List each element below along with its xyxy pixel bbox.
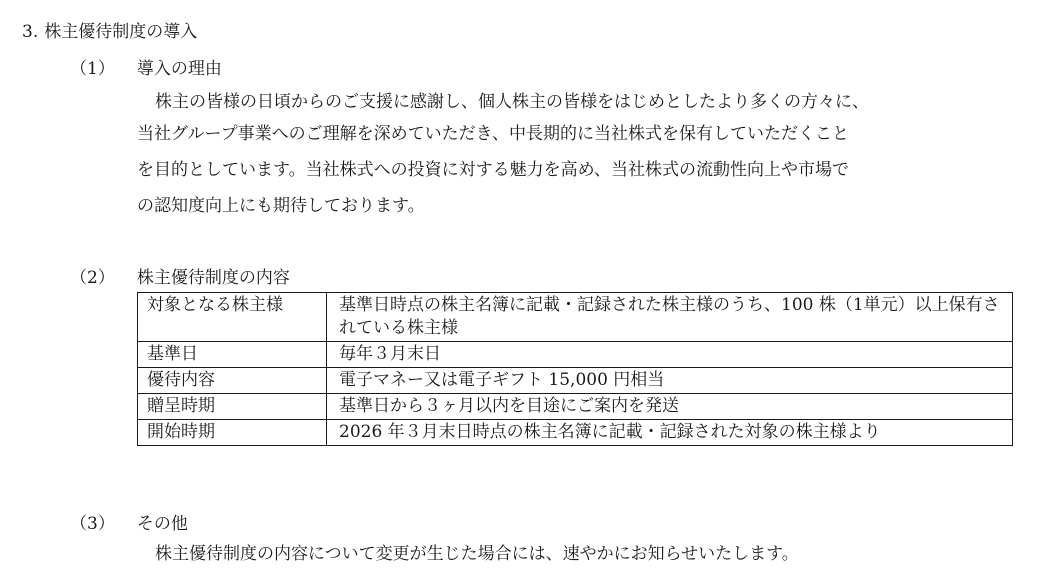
subsection-title: 株主優待制度の内容 — [136, 268, 290, 288]
row-label: 基準日 — [138, 342, 327, 368]
subsection-title: その他 — [136, 514, 188, 534]
reason-paragraph-line: 当社グループ事業へのご理解を深めていただき、中長期的に当社株式を保有していただくこと — [137, 124, 849, 144]
table-row — [138, 342, 1013, 368]
other-paragraph: 株主優待制度の内容について変更が生じた場合には、速やかにお知らせいたします。 — [155, 544, 799, 564]
subsection-heading-other — [70, 509, 188, 534]
row-label: 優待内容 — [138, 368, 327, 394]
row-value: 基準日時点の株主名簿に記載・記録された株主様のうち、100 株（1単元）以上保有されている株主様 — [327, 293, 1013, 342]
table-row — [138, 394, 1013, 420]
reason-paragraph-line: 株主の皆様の日頃からのご支援に感謝し、個人株主の皆様をはじめとしたより多くの方々に、 — [155, 92, 869, 112]
row-value: 電子マネー又は電子ギフト 15,000 円相当 — [327, 368, 1013, 394]
section-number: 3. — [22, 22, 39, 42]
subsection-number: （2） — [70, 268, 115, 288]
table-row — [138, 368, 1013, 394]
reason-paragraph-line: を目的としています。当社株式への投資に対する魅力を高め、当社株式の流動性向上や市場で — [137, 160, 849, 180]
row-value: 基準日から３ヶ月以内を目途にご案内を発送 — [327, 394, 1013, 420]
table-row — [138, 293, 1013, 342]
subsection-number: （3） — [70, 514, 115, 534]
reason-paragraph-line: の認知度向上にも期待しております。 — [137, 196, 425, 216]
row-value: 毎年３月末日 — [327, 342, 1013, 368]
row-label: 対象となる株主様 — [138, 293, 327, 342]
row-label: 開始時期 — [138, 420, 327, 446]
subsection-number: （1） — [70, 59, 115, 79]
subsection-title: 導入の理由 — [136, 59, 222, 79]
subsection-heading-reason — [70, 54, 222, 79]
row-value: 2026 年３月末日時点の株主名簿に記載・記録された対象の株主様より — [327, 420, 1013, 446]
benefit-details-table — [137, 292, 1013, 446]
section-heading — [22, 17, 197, 42]
table-row — [138, 420, 1013, 446]
section-title: 株主優待制度の導入 — [44, 22, 198, 42]
subsection-heading-contents — [70, 263, 290, 288]
row-label: 贈呈時期 — [138, 394, 327, 420]
